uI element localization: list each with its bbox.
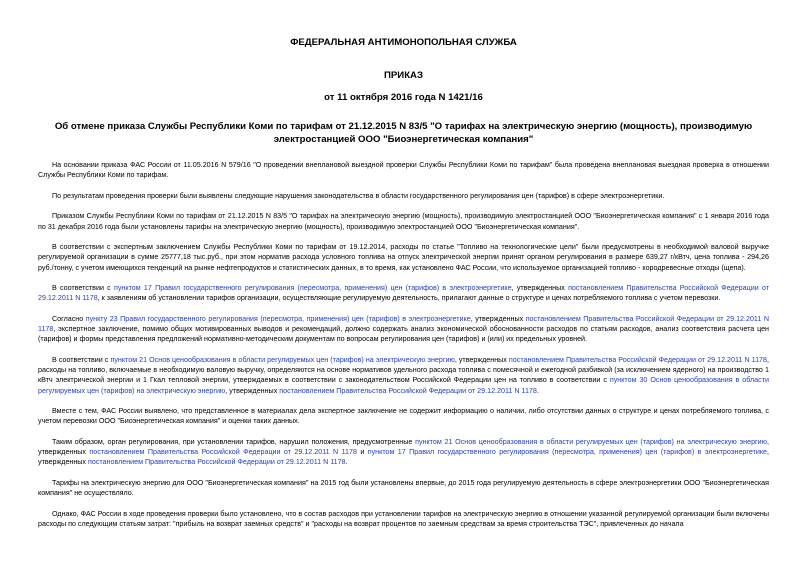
text: . <box>536 386 539 395</box>
text: , утвержденных <box>38 448 769 467</box>
law-link[interactable]: пункту 23 Правил государственного регулирования (пересмотра, применения) цен (тарифов) в электроэнергетике <box>85 314 471 323</box>
text: и <box>356 448 368 457</box>
doc-type-heading: ПРИКАЗ <box>384 70 423 81</box>
paragraph: Приказом Службы Республики Коми по тарифам от 21.12.2015 N 83/5 "О тарифах на электрическую энергию (мощность), производимую электростанцией ООО "Биоэнергетическая компания" с 1 января 2016 года по 31 декабря 2016 года были установлены тарифы на электрическую энергию (мощность), производимую электростанцией ООО "Биоэнергетическая компания". <box>38 212 769 231</box>
text: , утвержденных <box>225 386 280 395</box>
document-title: Об отмене приказа Службы Республики Коми по тарифам от 21.12.2015 N 83/5 "О тарифах на электрическую энергию (мощность), производимую электростанцией ООО "Биоэнергетическая компания" <box>54 121 753 145</box>
text: , к заявлениям об установлении тарифов организации, осуществляющие регулируемую деятельность, прилагают данные о структуре и ценах потребляемого топлива с учетом перевозки. <box>97 294 721 303</box>
document-body <box>38 160 769 540</box>
paragraph: Однако, ФАС России в ходе проведения проверки было установлено, что в состав расходов при установлении тарифов на электрическую энергию в отношении указанной регулируемой организации были включены расходы по следующим статьям затрат: "прибыль на возврат заемных средств" и "расходы на возврат процентов по заемным средствам за время строительства ТЭС", привлеченных до начала <box>38 509 769 528</box>
law-link[interactable]: пунктом 30 Основ ценообразования в области регулируемых цен (тарифов) на электрическую энергию <box>38 376 769 395</box>
law-link[interactable]: пунктом 17 Правил государственного регулирования (пересмотра, применения) цен (тарифов) в электроэнергетике <box>367 448 768 457</box>
paragraph: По результатам проведения проверки были выявлены следующие нарушения законодательства в области государственного регулирования цен (тарифов) в сфере электроэнергетики. <box>52 191 665 200</box>
paragraph: Тарифы на электрическую энергию для ООО "Биоэнергетическая компания" на 2015 год были установлены впервые, до 2015 года регулируемую деятельность в сфере электроэнергетики ООО "Биоэнергетическая компания" не осуществляло. <box>38 478 769 498</box>
paragraph: На основании приказа ФАС России от 11.05.2016 N 579/16 "О проведении внеплановой выездной проверки Службы Республики Коми по тарифам" была проведена внеплановая выездная проверка в отношении Службы Республики Коми по тарифам. <box>38 161 769 180</box>
text: , расходы на топливо, включаемые в необходимую валовую выручку, определяются на основе нормативов удельного расхода топлива с помесячной и ежегодной разбивкой (за исключением ядерного) на производство 1 кВтч электрической энергии и 1 Гкал тепловой энергии, утверждаемых в соответствии с законодательством Российской Федерации цен на топливо в соответствии с <box>38 355 769 385</box>
paragraph: Вместе с тем, ФАС России выявлено, что представленное в материалах дела экспертное заключение не содержит информацию о наличии, либо отсутствии данных о структуре и ценах потребляемого топлива, с учетом перевозки ООО "Биоэнергетическая компания" и оценки таких данных. <box>38 407 769 426</box>
date-number-heading: от 11 октября 2016 года N 1421/16 <box>324 92 483 103</box>
law-link[interactable]: постановлением Правительства Российской Федерации от 29.12.2011 N 1178 <box>508 355 768 364</box>
law-link[interactable]: постановлением Правительства Российской Федерации от 29.12.2011 N 1178 <box>38 284 769 303</box>
paragraph <box>38 283 769 303</box>
law-link[interactable]: постановлением Правительства Российской Федерации от 29.12.2011 N 1178 <box>87 458 346 467</box>
text: , утвержденных <box>511 284 569 293</box>
text: , экспертное заключение, помимо общих мотивированных выводов и рекомендаций, должно содержать анализ экономической обоснованности расходов по статьям расходов, анализ соответствия расчета цен (тарифов) и формы представления предложений нормативно-методическим документам по вопросам регулирования цен (тарифов) и (или) их предельных уровней. <box>38 325 769 344</box>
text: , утвержденных <box>454 355 509 364</box>
text: В соответствии с <box>52 355 111 364</box>
law-link[interactable]: постановлением Правительства Российской Федерации от 29.12.2011 N 1178 <box>89 448 357 457</box>
text: Согласно <box>52 314 86 323</box>
text: В соответствии с <box>52 284 114 293</box>
law-link[interactable]: постановлением Правительства Российской Федерации от 29.12.2011 N 1178 <box>279 386 537 395</box>
text: . <box>345 458 348 467</box>
law-link[interactable]: постановлением Правительства Российской Федерации от 29.12.2011 N 1178 <box>38 314 769 334</box>
org-heading: ФЕДЕРАЛЬНАЯ АНТИМОНОПОЛЬНАЯ СЛУЖБА <box>290 37 517 48</box>
law-link[interactable]: пунктом 21 Основ ценообразования в области регулируемых цен (тарифов) на электрическую энергию <box>110 355 455 364</box>
law-link[interactable]: пунктом 21 Основ ценообразования в области регулируемых цен (тарифов) на электрическую энергию <box>415 437 768 446</box>
paragraph <box>38 355 769 396</box>
text: , утвержденных <box>38 437 769 457</box>
paragraph: В соответствии с экспертным заключением Службы Республики Коми по тарифам от 19.12.2014, расходы по статье "Топливо на технологические цели" были предусмотрены в необходимой валовой выручке регулируемой организации в сумме 25777,18 тыс.руб., при этом норматив расхода условного топлива на отпуск электрической энергии принят органом регулирования в размере 639,27 г/кВтч, цена топлива - 294,26 руб./тонну, с учетом имеющихся тенденций на рынке нефтепродуктов и статистических данных, в то время, как установлено ФАС России, что используемое организацией топливо - кородревесные отходы (щепа). <box>38 243 769 272</box>
paragraph <box>38 314 769 345</box>
text: Таким образом, орган регулирования, при установлении тарифов, нарушил положения, предусмотренные <box>52 437 416 446</box>
law-link[interactable]: пунктом 17 Правил государственного регулирования (пересмотра, применения) цен (тарифов) в электроэнергетике <box>114 284 512 293</box>
paragraph <box>38 437 769 468</box>
text: , утвержденных <box>470 314 526 323</box>
